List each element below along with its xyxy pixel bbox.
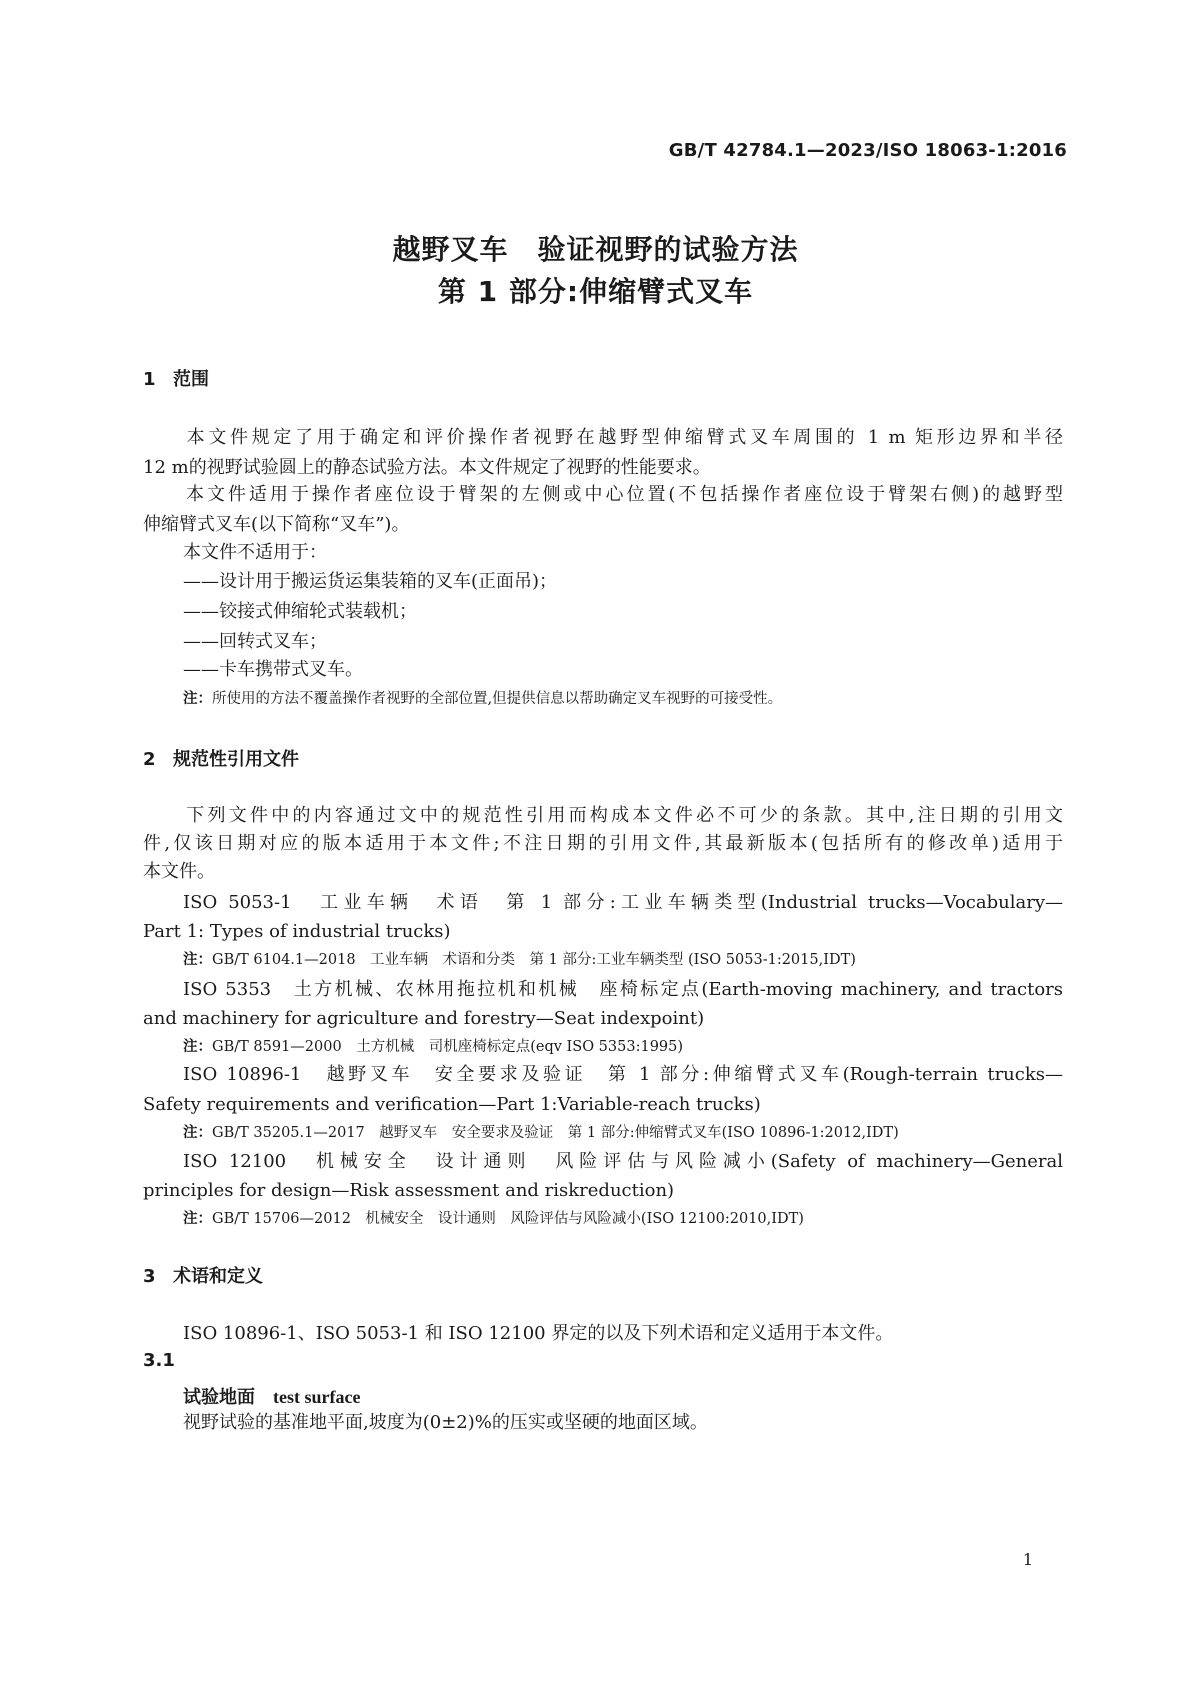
standard-code: GB/T 42784.1—2023/ISO 18063-1:2016 [668,140,1067,161]
paragraph: 本文件适用于操作者座位设于臂架的左侧或中心位置(不包括操作者座位设于臂架右侧)的越野型 [183,484,1063,505]
note: 注：GB/T 35205.1—2017 越野叉车 安全要求及验证 第 1 部分:伸缩臂式叉车(ISO 10896-1:2012,IDT) [183,1125,899,1141]
paragraph: 件,仅该日期对应的版本适用于本文件;不注日期的引用文件,其最新版本(包括所有的修改单)适用于 [143,833,1063,854]
section-number: 3 [143,1266,156,1287]
section-title: 规范性引用文件 [173,749,299,770]
section-3-heading [143,1262,263,1288]
term [183,1383,360,1409]
section-1-heading [143,365,209,391]
section-number: 1 [143,369,156,390]
reference-entry-cont: Safety requirements and verification—Part 1:Variable-reach trucks) [143,1094,761,1115]
paragraph: 本文件不适用于： [183,542,327,563]
list-item: ——设计用于搬运货运集装箱的叉车(正面吊)； [183,571,558,592]
list-item: ——回转式叉车； [183,631,327,652]
reference-entry: ISO 5353 土方机械、农林用拖拉机和机械 座椅标定点(Earth-moving machinery, and tractors [183,979,1063,1000]
note: 注：GB/T 8591—2000 土方机械 司机座椅标定点(eqv ISO 5353:1995) [183,1039,684,1055]
reference-entry-cont: principles for design—Risk assessment and riskreduction) [143,1180,675,1201]
definition: 视野试验的基准地平面,坡度为(0±2)%的压实或坚硬的地面区域。 [183,1412,708,1433]
section-title: 范围 [173,369,209,390]
paragraph: 12 m的视野试验圆上的静态试验方法。本文件规定了视野的性能要求。 [143,457,711,478]
note: 注：所使用的方法不覆盖操作者视野的全部位置,但提供信息以帮助确定叉车视野的可接受性。 [183,691,783,707]
paragraph: 本文件。 [143,861,215,882]
reference-entry-cont: Part 1: Types of industrial trucks) [143,921,451,942]
term-chinese: 试验地面 [183,1387,255,1408]
reference-entry: ISO 12100 机械安全 设计通则 风险评估与风险减小(Safety of machinery—General [183,1151,1063,1172]
paragraph: ISO 10896-1、ISO 5053-1 和 ISO 12100 界定的以及下列术语和定义适用于本文件。 [183,1323,894,1344]
list-item: ——铰接式伸缩轮式装载机； [183,601,417,622]
reference-entry: ISO 5053-1 工业车辆 术语 第 1 部分:工业车辆类型(Industrial trucks—Vocabulary— [183,892,1063,913]
note: 注：GB/T 15706—2012 机械安全 设计通则 风险评估与风险减小(ISO 12100:2010,IDT) [183,1211,804,1227]
section-number: 2 [143,749,156,770]
term-english: test surface [273,1387,361,1407]
title-line-2: 第 1 部分:伸缩臂式叉车 [437,275,754,308]
reference-entry: ISO 10896-1 越野叉车 安全要求及验证 第 1 部分:伸缩臂式叉车(Rough-terrain trucks— [183,1064,1063,1085]
note: 注：GB/T 6104.1—2018 工业车辆 术语和分类 第 1 部分:工业车辆类型 (ISO 5053-1:2015,IDT) [183,952,856,968]
section-title: 术语和定义 [173,1266,263,1287]
title-line-1: 越野叉车 验证视野的试验方法 [392,233,799,266]
clause-number: 3.1 [143,1350,175,1371]
paragraph: 下列文件中的内容通过文中的规范性引用而构成本文件必不可少的条款。其中,注日期的引用文 [183,805,1063,826]
reference-entry-cont: and machinery for agriculture and forestry—Seat indexpoint) [143,1008,705,1029]
list-item: ——卡车携带式叉车。 [183,659,363,680]
paragraph: 伸缩臂式叉车(以下简称“叉车”)。 [143,514,410,535]
section-2-heading [143,745,299,771]
paragraph: 本文件规定了用于确定和评价操作者视野在越野型伸缩臂式叉车周围的 1 m 矩形边界和半径 [183,427,1063,448]
page-number: 1 [1022,1550,1033,1569]
